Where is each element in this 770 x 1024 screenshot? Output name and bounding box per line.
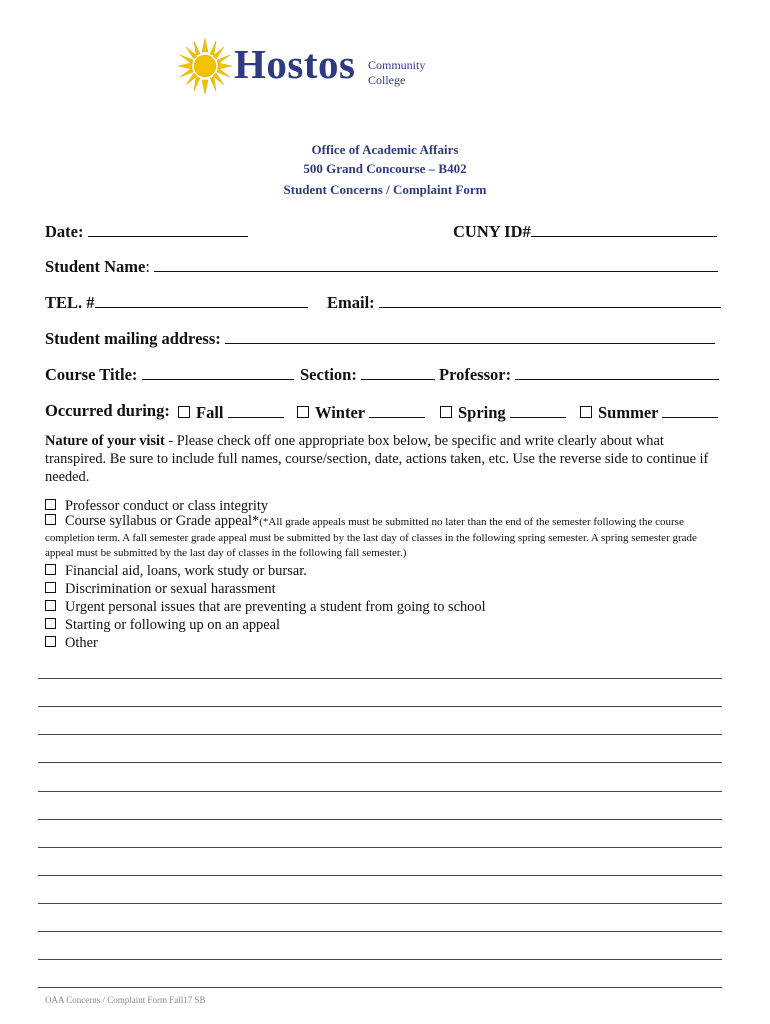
- summer-field[interactable]: [662, 401, 718, 418]
- writing-line[interactable]: [38, 819, 722, 820]
- student-name-row: Student Name:: [45, 255, 718, 277]
- grade-appeal-note: (*All grade appeals must be submitted no later than the end of the semester following the course completion term. A fall semester grade appeal must be submitted by the last day of classes in the following spring semester. A spring semester grade appeal must be submitted by the last day of classes in the following fall semester.): [45, 516, 697, 559]
- email-row: [327, 291, 721, 313]
- tel-field[interactable]: [95, 291, 308, 308]
- option-appeal: [45, 616, 280, 634]
- writing-line[interactable]: [38, 791, 722, 792]
- option-financial-aid: [45, 562, 307, 580]
- option-label: Starting or following up on an appeal: [65, 617, 281, 633]
- option-label: Financial aid, loans, work study or bursar.: [65, 563, 307, 579]
- option-checkbox[interactable]: [45, 636, 56, 647]
- option-label: Other: [65, 635, 98, 651]
- student-name-field[interactable]: [154, 255, 718, 272]
- option-other: [45, 634, 98, 652]
- writing-line[interactable]: [38, 959, 722, 960]
- nature-paragraph: [45, 432, 725, 486]
- mailing-address-label: Student mailing address:: [45, 329, 221, 348]
- course-title-row: [45, 363, 294, 385]
- email-field[interactable]: [379, 291, 721, 308]
- cuny-id-row: [453, 220, 717, 242]
- office-address: 500 Grand Concourse – B402: [303, 161, 467, 176]
- summer-checkbox[interactable]: [580, 406, 592, 418]
- professor-row: [439, 363, 719, 385]
- writing-line[interactable]: [38, 931, 722, 932]
- tel-row: [45, 291, 308, 313]
- option-urgent-personal: [45, 598, 486, 616]
- winter-field[interactable]: [369, 401, 425, 418]
- option-checkbox[interactable]: [45, 514, 56, 525]
- mailing-address-field[interactable]: [225, 327, 715, 344]
- option-checkbox[interactable]: [45, 499, 56, 510]
- option-checkbox[interactable]: [45, 582, 56, 593]
- winter-checkbox[interactable]: [297, 406, 309, 418]
- writing-line[interactable]: [38, 987, 722, 988]
- spring-label: Spring: [458, 403, 506, 422]
- writing-line[interactable]: [38, 678, 722, 679]
- option-label: Course syllabus or Grade appeal*: [65, 513, 260, 529]
- fall-label: Fall: [196, 403, 224, 422]
- email-label: Email:: [327, 293, 375, 312]
- option-checkbox[interactable]: [45, 618, 56, 629]
- student-name-label: Student Name: [45, 257, 146, 276]
- option-grade-appeal: [45, 514, 725, 562]
- hostos-logo: [178, 38, 438, 98]
- spring-field[interactable]: [510, 401, 566, 418]
- option-label: Discrimination or sexual harassment: [65, 581, 276, 597]
- term-spring: [440, 401, 566, 423]
- date-label: Date:: [45, 222, 84, 241]
- term-summer: [580, 401, 718, 423]
- course-title-label: Course Title:: [45, 365, 138, 384]
- option-label: Urgent personal issues that are preventing a student from going to school: [65, 599, 486, 615]
- term-winter: [297, 401, 425, 423]
- term-fall: [178, 401, 284, 423]
- fall-checkbox[interactable]: [178, 406, 190, 418]
- section-field[interactable]: [361, 363, 435, 380]
- cuny-id-field[interactable]: [531, 220, 717, 237]
- sun-icon: [178, 38, 232, 94]
- option-discrimination: [45, 580, 276, 598]
- writing-line[interactable]: [38, 847, 722, 848]
- option-checkbox[interactable]: [45, 600, 56, 611]
- option-checkbox[interactable]: [45, 564, 56, 575]
- section-row: [300, 363, 435, 385]
- professor-label: Professor:: [439, 365, 512, 384]
- writing-line[interactable]: [38, 903, 722, 904]
- cuny-id-label: CUNY ID#: [453, 222, 531, 241]
- nature-text: - Please check off one appropriate box below, be specific and write clearly about what transpired. Be sure to include full names, course/section, date, actions taken, etc. Use the reverse side to continue if needed.: [45, 433, 709, 485]
- occurred-during-label: Occurred during:: [45, 401, 170, 420]
- spring-checkbox[interactable]: [440, 406, 452, 418]
- footer-text: OAA Concerns / Complaint Form Fall17 SB: [45, 995, 206, 1005]
- date-row: [45, 220, 248, 242]
- tel-label: TEL. #: [45, 293, 95, 312]
- professor-field[interactable]: [515, 363, 719, 380]
- fall-field[interactable]: [228, 401, 284, 418]
- writing-line[interactable]: [38, 875, 722, 876]
- nature-heading: Nature of your visit: [45, 433, 165, 449]
- mailing-address-row: [45, 327, 715, 349]
- course-title-field[interactable]: [142, 363, 294, 380]
- option-label: Professor conduct or class integrity: [65, 498, 269, 514]
- section-label: Section:: [300, 365, 357, 384]
- form-title: Student Concerns / Complaint Form: [283, 182, 487, 197]
- writing-line[interactable]: [38, 706, 722, 707]
- summer-label: Summer: [598, 403, 659, 422]
- logo-community: Community: [368, 58, 426, 72]
- date-field[interactable]: [88, 220, 248, 237]
- office-name: Office of Academic Affairs: [311, 142, 459, 157]
- logo-wordmark: Hostos: [234, 41, 356, 87]
- writing-line[interactable]: [38, 734, 722, 735]
- winter-label: Winter: [315, 403, 365, 422]
- logo-college: College: [368, 73, 406, 87]
- writing-line[interactable]: [38, 762, 722, 763]
